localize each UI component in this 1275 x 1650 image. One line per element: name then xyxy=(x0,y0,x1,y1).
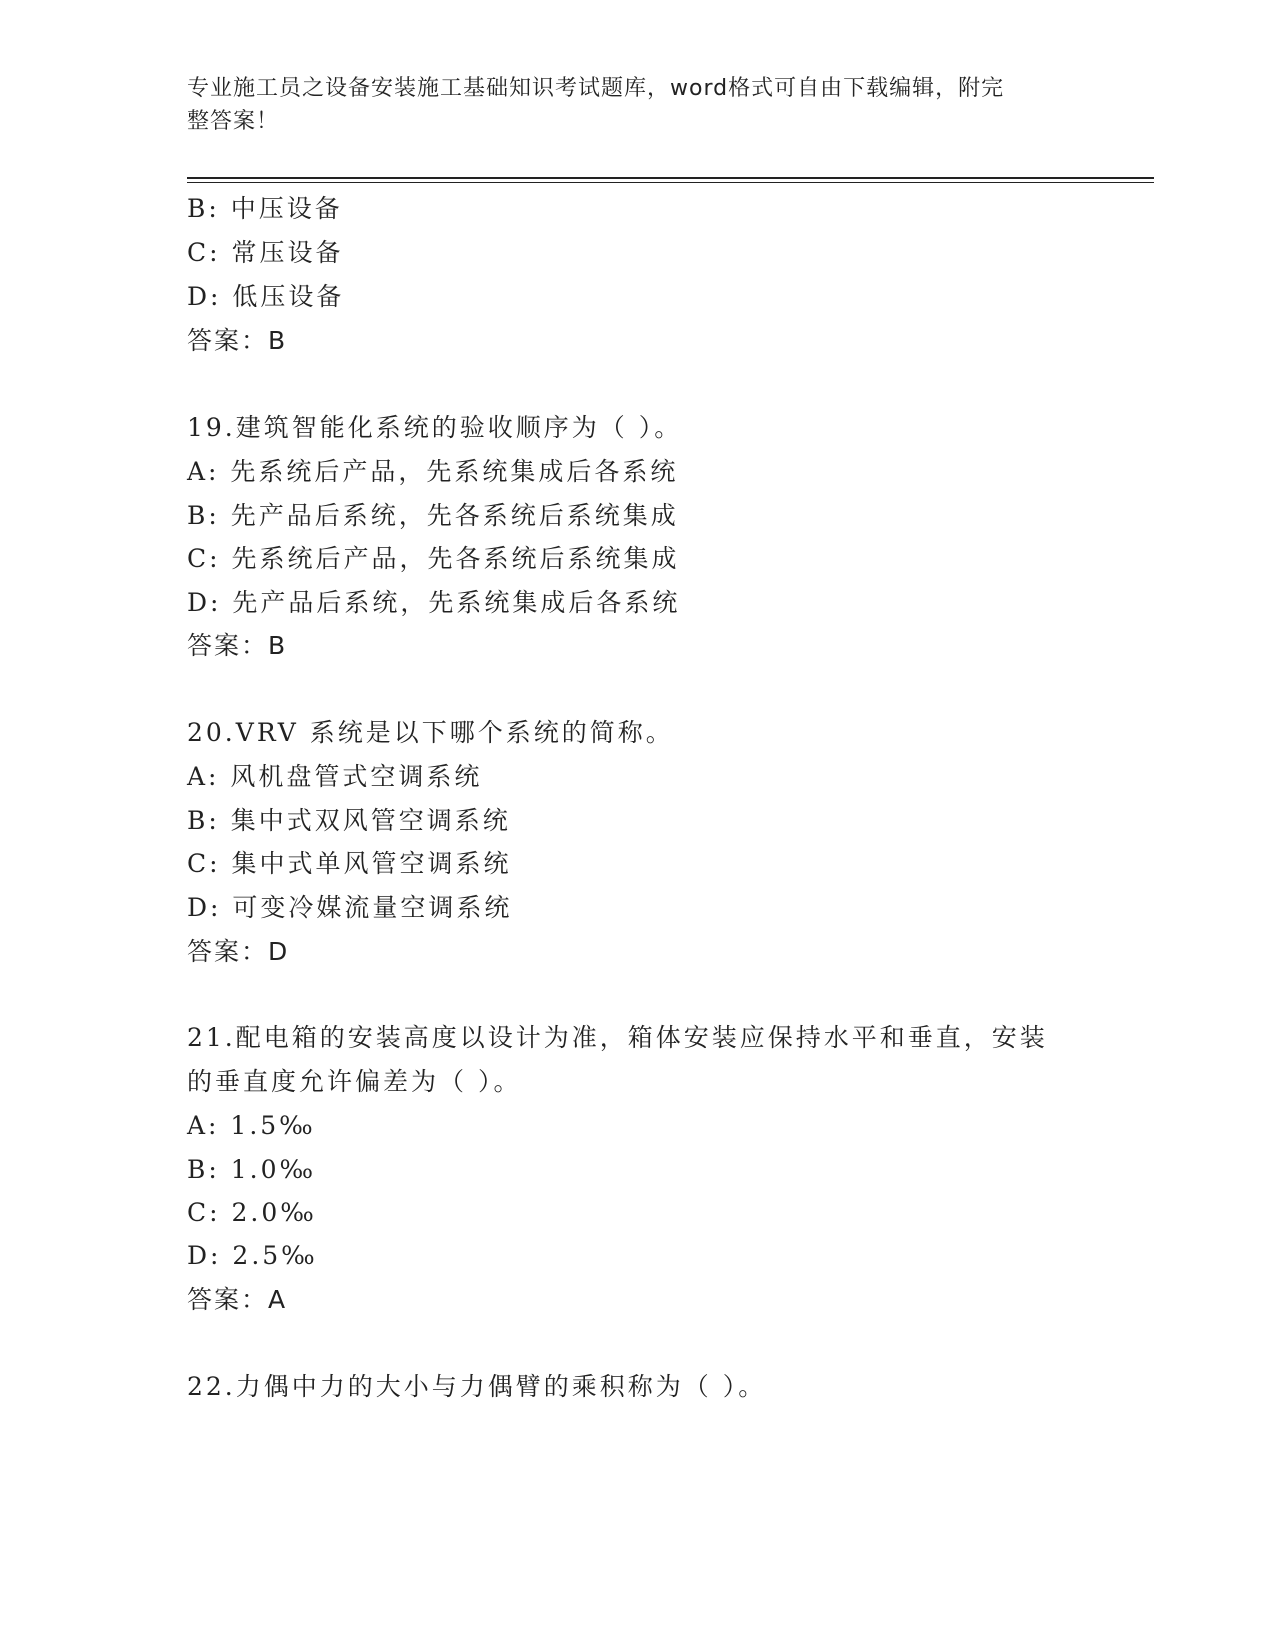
q19-answer: 答案：B xyxy=(187,631,288,660)
q18-answer: 答案：B xyxy=(187,326,288,355)
q20-option-c: C: 集中式单风管空调系统 xyxy=(187,849,512,878)
q21-option-d: D: 2.5‰ xyxy=(187,1241,318,1270)
q19-option-b: B: 先产品后系统，先各系统后系统集成 xyxy=(187,501,679,530)
q18-option-c: C: 常压设备 xyxy=(187,238,344,267)
document-header xyxy=(187,72,1067,138)
q21-option-a: A: 1.5‰ xyxy=(187,1111,316,1140)
q19-option-d: D: 先产品后系统，先系统集成后各系统 xyxy=(187,588,681,617)
header-divider-thin xyxy=(187,182,1154,183)
q18-option-d: D: 低压设备 xyxy=(187,282,345,311)
q21-answer: 答案：A xyxy=(187,1285,288,1314)
q21-question-line-1: 21.配电箱的安装高度以设计为准，箱体安装应保持水平和垂直，安装 xyxy=(187,1023,1048,1052)
q19-option-c: C: 先系统后产品，先各系统后系统集成 xyxy=(187,544,680,573)
q21-option-c: C: 2.0‰ xyxy=(187,1198,317,1227)
header-line-2: 整答案！ xyxy=(187,109,280,134)
q21-question-line-2: 的垂直度允许偏差为（ ）。 xyxy=(187,1067,522,1096)
q20-option-b: B: 集中式双风管空调系统 xyxy=(187,806,511,835)
q20-option-d: D: 可变冷媒流量空调系统 xyxy=(187,893,513,922)
q18-option-b: B: 中压设备 xyxy=(187,194,343,223)
header-divider-thick xyxy=(187,177,1154,179)
q19-question: 19.建筑智能化系统的验收顺序为（ ）。 xyxy=(187,413,683,442)
q20-question: 20.VRV 系统是以下哪个系统的简称。 xyxy=(187,718,674,747)
q20-answer: 答案：D xyxy=(187,937,290,966)
q19-option-a: A: 先系统后产品，先系统集成后各系统 xyxy=(187,457,679,486)
q22-question: 22.力偶中力的大小与力偶臂的乘积称为（ ）。 xyxy=(187,1372,767,1401)
q21-option-b: B: 1.0‰ xyxy=(187,1155,317,1184)
q20-option-a: A: 风机盘管式空调系统 xyxy=(187,762,483,791)
header-line-1: 专业施工员之设备安装施工基础知识考试题库，word格式可自由下载编辑，附完 xyxy=(187,76,1005,101)
